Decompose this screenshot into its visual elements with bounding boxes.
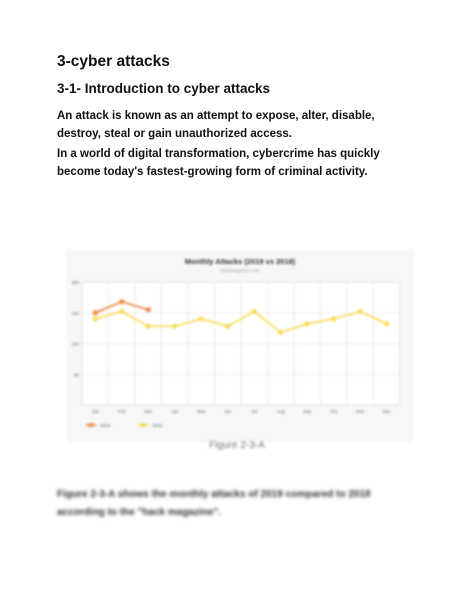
x-tick-label: Mar xyxy=(144,409,153,414)
data-point-2018 xyxy=(146,324,151,329)
x-tick-label: Jul xyxy=(251,409,258,414)
x-tick-label: Sep xyxy=(303,409,312,414)
y-tick-label: 200 xyxy=(71,280,79,285)
subsection-heading: 3-1- Introduction to cyber attacks xyxy=(57,81,271,96)
x-tick-label: May xyxy=(196,409,206,414)
data-point-2018 xyxy=(225,324,230,329)
x-tick-label: Jan xyxy=(91,409,99,414)
intro-paragraph: An attack is known as an attempt to expose, alter, disable, destroy, steal or gain unauthorized access. xyxy=(57,110,375,140)
y-tick-label: 50 xyxy=(73,372,79,378)
data-point-2019 xyxy=(93,310,98,315)
data-point-2018 xyxy=(305,321,310,326)
chart-title: Monthly Attacks (2019 vs 2018) xyxy=(184,257,296,266)
data-point-2018 xyxy=(331,316,336,321)
data-point-2018 xyxy=(278,330,283,335)
chart-subtitle: hackmagazine.com xyxy=(220,268,260,273)
x-tick-label: Aug xyxy=(276,409,285,414)
x-tick-label: Jun xyxy=(224,409,232,414)
x-tick-label: Dec xyxy=(382,409,391,414)
legend-marker xyxy=(141,423,145,427)
data-point-2018 xyxy=(384,321,389,326)
section-heading: 3-cyber attacks xyxy=(57,53,170,70)
data-point-2018 xyxy=(93,316,98,321)
data-point-2019 xyxy=(119,299,124,304)
y-tick-label: 100 xyxy=(71,341,79,347)
line-chart xyxy=(66,250,414,442)
figure-caption: Figure 2-3-A xyxy=(209,440,265,451)
x-tick-label: Apr xyxy=(171,409,179,414)
y-tick-label: 150 xyxy=(71,310,79,316)
x-tick-label: Nov xyxy=(356,409,365,414)
data-point-2018 xyxy=(199,316,204,321)
data-point-2019 xyxy=(146,307,151,312)
figure-description-paragraph: Figure 2-3-A shows the monthly attacks of 2019 compared to 2018 according to the "hack magazine". xyxy=(57,489,371,518)
legend-label: 2018 xyxy=(152,423,163,428)
data-point-2018 xyxy=(252,309,257,314)
legend-marker xyxy=(89,423,93,427)
data-point-2018 xyxy=(172,324,177,329)
chart-figure xyxy=(66,250,414,442)
cybercrime-paragraph: In a world of digital transformation, cybercrime has quickly become today's fastest-growing form of criminal activity. xyxy=(57,148,380,178)
legend-label: 2019 xyxy=(100,423,111,428)
data-point-2018 xyxy=(358,309,363,314)
data-point-2018 xyxy=(119,309,124,314)
x-tick-label: Feb xyxy=(117,409,126,414)
x-tick-label: Oct xyxy=(330,409,338,414)
